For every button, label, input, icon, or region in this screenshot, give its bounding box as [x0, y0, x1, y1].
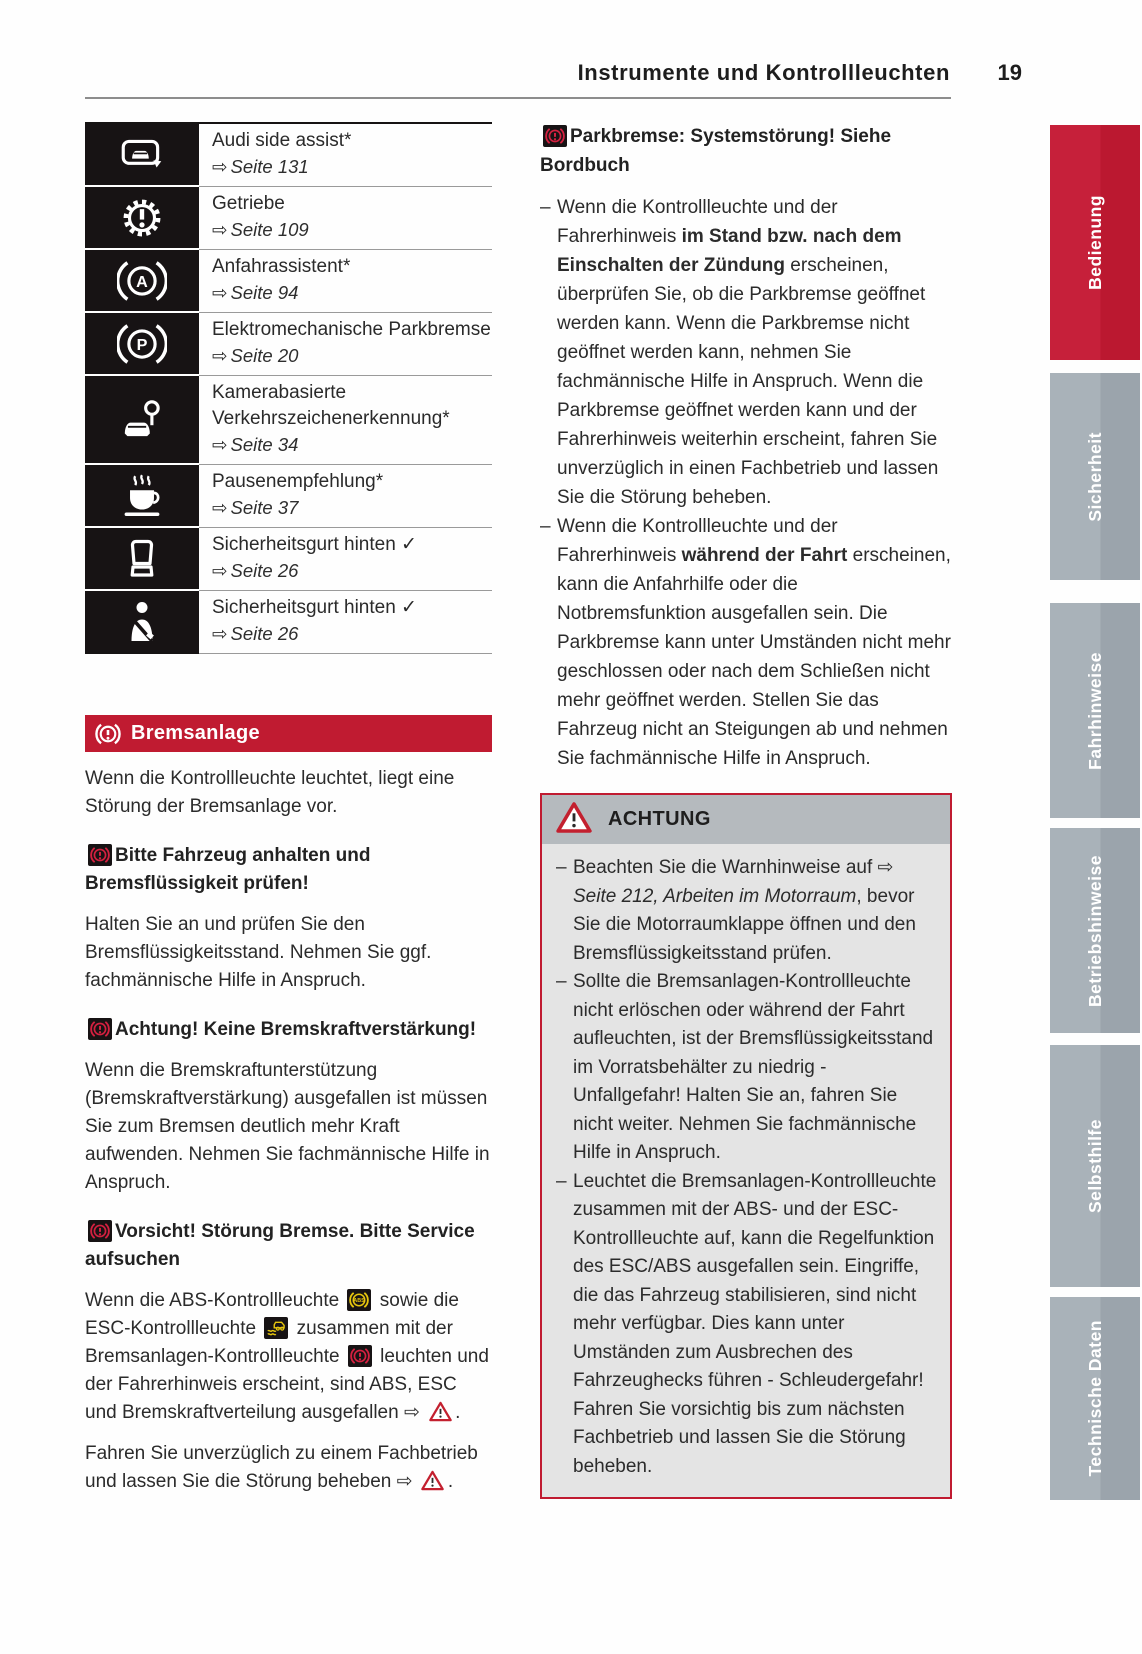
- indicator-label: Audi side assist*: [212, 130, 352, 151]
- brake-warning-icon: [88, 1220, 112, 1242]
- warning-box-header: [542, 795, 950, 844]
- ref-arrow-icon: ⇨: [212, 560, 228, 581]
- paragraph: Wenn die ABS-Kontrollleuchte ABS sowie die ESC-Kontrollleuchte zusammen mit der Bremsanlagen-Kontrollleuchte leuchten und der Fahrerhinweis erscheint, sind ABS, ESC und Bremskraftverteilung ausgefallen ⇨ .: [85, 1290, 489, 1423]
- page-ref: ⇨ Seite 26: [212, 560, 299, 581]
- sidebar-tab-bedienung: Bedienung: [1050, 125, 1140, 360]
- svg-text:A: A: [136, 272, 148, 291]
- sidebar-tab-technische-daten: Technische Daten: [1050, 1297, 1140, 1500]
- brake-warning-icon: [543, 125, 567, 147]
- seat-belt-icon: [85, 591, 199, 654]
- hold-assist-icon: [85, 250, 199, 313]
- ref-arrow-icon: ⇨: [212, 497, 228, 518]
- warning-triangle-icon: [428, 1401, 452, 1423]
- parkbrake-heading: [540, 122, 952, 180]
- warning-box: [540, 793, 952, 1499]
- page-ref: ⇨ Seite 26: [212, 623, 299, 644]
- brake-system-banner-title: Bremsanlage: [131, 722, 260, 744]
- indicator-label: Sicherheitsgurt hinten ✓: [212, 597, 417, 618]
- header-divider: [85, 97, 951, 99]
- page-ref: ⇨ Seite 34: [212, 434, 299, 455]
- page-ref: ⇨ Seite 94: [212, 282, 299, 303]
- page-ref: ⇨ Seite 37: [212, 497, 299, 518]
- traffic-sign-recognition-icon: [85, 376, 199, 465]
- indicator-row: [85, 124, 492, 187]
- gearbox-warning-icon: [85, 187, 199, 250]
- sidebar-tab-fahrhinweise: Fahrhinweise: [1050, 603, 1140, 818]
- brake-warning-icon: [348, 1345, 372, 1367]
- page-ref: ⇨ Seite 131: [212, 156, 309, 177]
- brake-warning-icon: [88, 1018, 112, 1040]
- warning-bullet: – Leuchtet die Bremsanlagen-Kontrollleuchte zusammen mit der ABS- und der ESC-Kontrollleuchte auf, kann die Regelfunktion des ESC/ABS ausgefallen sein. Eingriffe, die das Fahrzeug stabilisieren, sind nicht mehr verfügbar. Dies kann unter Umständen zum Ausbrechen des Fahrzeughecks führen - Schleudergefahr! Fahren Sie vorsichtig bis zum nächsten Fachbetrieb und lassen Sie die Störung beheben.: [556, 1168, 938, 1482]
- ref-arrow-icon: ⇨: [212, 282, 228, 303]
- page-header: [85, 60, 1022, 86]
- brake-warning-icon: [95, 721, 121, 747]
- left-column: [85, 122, 492, 1496]
- indicator-label: Elektromechanische Parkbremse: [212, 319, 491, 340]
- svg-text:P: P: [136, 335, 148, 354]
- page-ref: ⇨ Seite 109: [212, 219, 309, 240]
- sidebar-tab-betriebshinweise: Betriebshinweise: [1050, 828, 1140, 1033]
- brake-section-body: [85, 765, 492, 1496]
- brake-warning-icon: [88, 844, 112, 866]
- parkbrake-bullet: – Wenn die Kontrollleuchte und der Fahrerhinweis im Stand bzw. nach dem Einschalten der Zündung erscheinen, überprüfen Sie, ob die Parkbremse geöffnet werden kann. Wenn die Parkbremse nicht geöffnet werden kann, nehmen Sie fachmännische Hilfe in Anspruch. Wenn die Parkbremse geöffnet werden kann und der Fahrerhinweis weiterhin erscheint, fahren Sie unverzüglich in einen Fachbetrieb und lassen Sie die Störung beheben.: [540, 193, 952, 512]
- indicator-label: Pausenempfehlung*: [212, 471, 384, 492]
- indicator-label: Kamerabasierte Verkehrszeichenerkennung*: [212, 382, 450, 429]
- warning-triangle-icon: [421, 1470, 445, 1492]
- parking-brake-icon: [85, 313, 199, 376]
- parkbrake-heading-text: Parkbremse: Systemstörung! Siehe Bordbuch: [540, 126, 892, 176]
- brake-subheading: Bitte Fahrzeug anhalten und Bremsflüssigkeit prüfen!: [85, 845, 371, 894]
- page-number: 19: [997, 60, 1022, 85]
- ref-arrow-icon: ⇨: [212, 156, 228, 177]
- indicator-label: Anfahrassistent*: [212, 256, 351, 277]
- indicator-label: Getriebe: [212, 193, 285, 214]
- warning-box-body: [542, 844, 950, 1497]
- side-assist-icon: [85, 124, 199, 187]
- right-column: [540, 122, 952, 1499]
- brake-system-banner: [85, 715, 492, 752]
- indicator-row: [85, 187, 492, 250]
- page-title: Instrumente und Kontrollleuchten: [577, 60, 950, 85]
- ref-arrow-icon: ⇨: [212, 623, 228, 644]
- indicator-label: Sicherheitsgurt hinten ✓: [212, 534, 417, 555]
- indicator-row: [85, 591, 492, 654]
- sidebar-tab-selbsthilfe: Selbsthilfe: [1050, 1045, 1140, 1287]
- break-recommendation-icon: [85, 465, 199, 528]
- warning-bullet: – Beachten Sie die Warnhinweise auf ⇨ Seite 212, Arbeiten im Motorraum, bevor Sie die Motorraumklappe öffnen und den Bremsflüssigkeitsstand prüfen.: [556, 854, 938, 968]
- abs-warning-icon: [347, 1289, 371, 1311]
- page-ref: ⇨ Seite 20: [212, 345, 299, 366]
- ref-arrow-icon: ⇨: [212, 219, 228, 240]
- ref-arrow-icon: ⇨: [212, 345, 228, 366]
- warning-triangle-icon: [556, 801, 592, 839]
- sidebar-tab-sicherheit: Sicherheit: [1050, 373, 1140, 580]
- brake-subheading: Vorsicht! Störung Bremse. Bitte Service aufsuchen: [85, 1221, 475, 1270]
- paragraph: Halten Sie an und prüfen Sie den Bremsflüssigkeitsstand. Nehmen Sie ggf. fachmännische Hilfe in Anspruch.: [85, 914, 432, 991]
- indicator-row: [85, 528, 492, 591]
- esc-warning-icon: [264, 1317, 288, 1339]
- indicator-row: [85, 313, 492, 376]
- warning-box-title: ACHTUNG: [608, 808, 711, 830]
- indicator-row: [85, 376, 492, 465]
- indicator-table: [85, 122, 492, 654]
- warning-bullet: – Sollte die Bremsanlagen-Kontrollleuchte nicht erlöschen oder während der Fahrt aufleuchten, ist der Bremsflüssigkeitsstand im Vorratsbehälter zu niedrig - Unfallgefahr! Halten Sie an, fahren Sie nicht weiter. Nehmen Sie fachmännische Hilfe in Anspruch.: [556, 968, 938, 1168]
- ref-arrow-icon: ⇨: [212, 434, 228, 455]
- indicator-row: [85, 465, 492, 528]
- parkbrake-bullet: – Wenn die Kontrollleuchte und der Fahrerhinweis während der Fahrt erscheinen, kann die Anfahrhilfe oder die Notbremsfunktion ausgefallen sein. Die Parkbremse kann unter Umständen nicht mehr geschlossen oder nach dem Schließen nicht mehr geöffnet werden. Stellen Sie das Fahrzeug nicht an Steigungen ab und nehmen Sie fachmännische Hilfe in Anspruch.: [540, 512, 952, 773]
- indicator-row: [85, 250, 492, 313]
- paragraph: Wenn die Kontrollleuchte leuchtet, liegt eine Störung der Bremsanlage vor.: [85, 768, 455, 817]
- paragraph: Fahren Sie unverzüglich zu einem Fachbetrieb und lassen Sie die Störung beheben ⇨ .: [85, 1443, 478, 1492]
- brake-subheading: Achtung! Keine Bremskraftverstärkung!: [85, 1016, 492, 1044]
- rear-seat-icon: [85, 528, 199, 591]
- paragraph: Wenn die Bremskraftunterstützung (Bremskraftverstärkung) ausgefallen ist müssen Sie zum Bremsen deutlich mehr Kraft aufwenden. Nehmen Sie fachmännische Hilfe in Anspruch.: [85, 1060, 490, 1193]
- parkbrake-bullet-list: [540, 193, 952, 773]
- svg-text:ABS: ABS: [353, 1298, 366, 1304]
